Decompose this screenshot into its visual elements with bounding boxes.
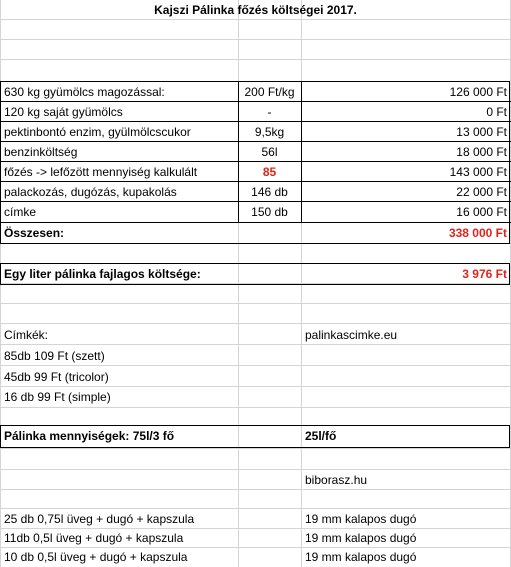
table-row[interactable] xyxy=(0,182,511,202)
qty-cell[interactable]: 146 db xyxy=(251,185,288,199)
label-line[interactable]: 16 db 99 Ft (simple) xyxy=(4,390,111,404)
grid-line xyxy=(0,323,511,324)
sheet-title[interactable]: Kajszi Pálinka főzés költségei 2017. xyxy=(154,3,357,17)
unit-cost-row[interactable] xyxy=(0,264,511,284)
grid-line xyxy=(238,81,239,222)
unit-cost-amount[interactable]: 3 976 Ft xyxy=(462,267,507,281)
qty-cell[interactable]: 85 xyxy=(262,165,277,179)
grid-line xyxy=(0,448,511,449)
labels-heading[interactable]: Címkék: xyxy=(4,328,49,342)
amount-cell[interactable]: 126 000 Ft xyxy=(449,85,507,99)
qty-cell[interactable]: 200 Ft/kg xyxy=(244,85,295,99)
amount-cell[interactable]: 18 000 Ft xyxy=(456,145,507,159)
grid-line xyxy=(0,303,511,304)
bottles-source[interactable]: biborasz.hu xyxy=(305,473,368,487)
total-amount[interactable]: 338 000 Ft xyxy=(448,226,507,240)
table-row[interactable] xyxy=(0,142,511,162)
item-cell[interactable]: főzés -> lefőzött mennyiség kalkulált xyxy=(4,165,198,179)
table-row[interactable] xyxy=(0,102,511,122)
qty-cell[interactable]: 150 db xyxy=(251,205,288,219)
grid-line xyxy=(0,161,511,162)
qty-cell[interactable]: 9,5kg xyxy=(254,125,285,139)
grid-line xyxy=(0,407,511,408)
qty-cell[interactable]: - xyxy=(267,105,272,119)
labels-source[interactable]: palinkascimke.eu xyxy=(305,328,398,342)
item-cell[interactable]: 120 kg saját gyümölcs xyxy=(4,105,123,119)
list-item[interactable] xyxy=(0,387,511,407)
bottles-source-row[interactable] xyxy=(0,470,511,490)
label-line[interactable]: 45db 99 Ft (tricolor) xyxy=(4,370,109,384)
item-cell[interactable]: 630 kg gyümölcs magozással: xyxy=(4,85,165,99)
grid-line xyxy=(0,39,511,40)
quantity-row[interactable] xyxy=(0,426,511,446)
table-row[interactable] xyxy=(0,202,511,222)
table-row[interactable] xyxy=(0,122,511,142)
table-row[interactable] xyxy=(0,82,511,102)
item-cell[interactable]: benzinköltség xyxy=(4,145,78,159)
bottle-cell[interactable]: 11db 0,5l üveg + dugó + kapszula xyxy=(4,531,184,545)
quantity-per-person[interactable]: 25l/fő xyxy=(305,429,337,443)
item-cell[interactable]: pektinbontó enzim, gyülmölcscukor xyxy=(4,125,191,139)
grid-line xyxy=(0,101,511,102)
table-row[interactable] xyxy=(0,547,511,567)
item-cell[interactable]: címke xyxy=(4,205,37,219)
amount-cell[interactable]: 16 000 Ft xyxy=(456,205,507,219)
total-label[interactable]: Összesen: xyxy=(4,226,65,240)
grid-line xyxy=(0,181,511,182)
cap-cell[interactable]: 19 mm kalapos dugó xyxy=(305,512,417,526)
grid-line xyxy=(0,201,511,202)
grid-line xyxy=(301,81,302,222)
cap-cell[interactable]: 19 mm kalapos dugó xyxy=(305,531,417,545)
table-row[interactable] xyxy=(0,528,511,548)
item-cell[interactable]: palackozás, dugózás, kupakolás xyxy=(4,185,177,199)
list-item[interactable] xyxy=(0,346,511,366)
grid-line xyxy=(0,59,511,60)
amount-cell[interactable]: 22 000 Ft xyxy=(456,185,507,199)
quantity-label[interactable]: Pálinka mennyiségek: 75l/3 fő xyxy=(4,429,175,443)
cap-cell[interactable]: 19 mm kalapos dugó xyxy=(305,550,417,564)
label-line[interactable]: 85db 109 Ft (szett) xyxy=(4,349,105,363)
amount-cell[interactable]: 13 000 Ft xyxy=(456,125,507,139)
grid-line xyxy=(0,222,511,223)
bottle-cell[interactable]: 25 db 0,75l üveg + dugó + kapszula xyxy=(4,512,195,526)
bottle-cell[interactable]: 10 db 0,5l üveg + dugó + kapszula xyxy=(4,550,188,564)
unit-cost-label[interactable]: Egy liter pálinka fajlagos költsége: xyxy=(4,267,201,281)
grid-line xyxy=(0,141,511,142)
qty-cell[interactable]: 56l xyxy=(261,145,278,159)
labels-heading-row[interactable] xyxy=(0,325,511,345)
table-row[interactable] xyxy=(0,509,511,529)
amount-cell[interactable]: 143 000 Ft xyxy=(449,165,507,179)
list-item[interactable] xyxy=(0,367,511,387)
table-row[interactable] xyxy=(0,162,511,182)
amount-cell[interactable]: 0 Ft xyxy=(486,105,507,119)
grid-line xyxy=(0,121,511,122)
total-row[interactable] xyxy=(0,223,511,243)
